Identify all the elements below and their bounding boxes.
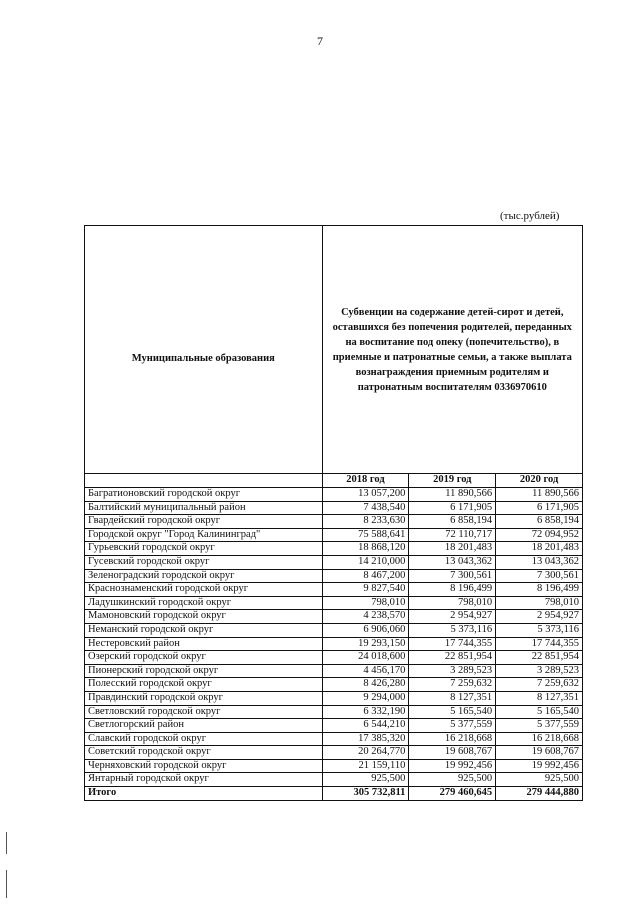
header-year-2020: 2020 год bbox=[496, 474, 583, 488]
value-2019: 5 165,540 bbox=[409, 705, 496, 719]
table-row bbox=[85, 705, 583, 719]
value-2019: 19 992,456 bbox=[409, 759, 496, 773]
value-2020: 2 954,927 bbox=[496, 610, 583, 624]
value-2019: 17 744,355 bbox=[409, 637, 496, 651]
value-2018: 4 456,170 bbox=[322, 664, 409, 678]
value-2018: 24 018,600 bbox=[322, 651, 409, 665]
value-2018: 6 332,190 bbox=[322, 705, 409, 719]
value-2019: 6 858,194 bbox=[409, 515, 496, 529]
value-2020: 22 851,954 bbox=[496, 651, 583, 665]
municipality-name: Ладушкинский городской округ bbox=[85, 596, 323, 610]
page-number: 7 bbox=[317, 34, 323, 48]
total-2020: 279 444,880 bbox=[496, 787, 583, 801]
municipality-name: Полесский городской округ bbox=[85, 678, 323, 692]
total-2018: 305 732,811 bbox=[322, 787, 409, 801]
value-2018: 14 210,000 bbox=[322, 555, 409, 569]
value-2018: 4 238,570 bbox=[322, 610, 409, 624]
value-2019: 7 300,561 bbox=[409, 569, 496, 583]
value-2018: 7 438,540 bbox=[322, 501, 409, 515]
total-row bbox=[85, 787, 583, 801]
municipality-name: Неманский городской округ bbox=[85, 623, 323, 637]
header-subvention: Субвенции на содержание детей-сирот и детей, оставшихся без попечения родителей, переданных на воспитание под опеку (попечительство), в приемные и патронатные семьи, а также выплата вознаграждения приемным родителям и патронатным воспитателям 0336970610 bbox=[322, 226, 582, 474]
table-row bbox=[85, 569, 583, 583]
value-2020: 798,010 bbox=[496, 596, 583, 610]
table-row bbox=[85, 732, 583, 746]
table-row bbox=[85, 488, 583, 502]
municipality-name: Светловский городской округ bbox=[85, 705, 323, 719]
value-2020: 6 171,905 bbox=[496, 501, 583, 515]
municipality-name: Славский городской округ bbox=[85, 732, 323, 746]
table-row bbox=[85, 610, 583, 624]
header-year-2019: 2019 год bbox=[409, 474, 496, 488]
value-2018: 8 467,200 bbox=[322, 569, 409, 583]
table-row bbox=[85, 664, 583, 678]
value-2020: 7 300,561 bbox=[496, 569, 583, 583]
table-row bbox=[85, 759, 583, 773]
value-2019: 16 218,668 bbox=[409, 732, 496, 746]
municipality-name: Зеленоградский городской округ bbox=[85, 569, 323, 583]
value-2019: 925,500 bbox=[409, 773, 496, 787]
municipality-name: Гурьевский городской округ bbox=[85, 542, 323, 556]
value-2018: 21 159,110 bbox=[322, 759, 409, 773]
value-2019: 22 851,954 bbox=[409, 651, 496, 665]
units-label: (тыс.рублей) bbox=[500, 210, 560, 222]
value-2019: 5 377,559 bbox=[409, 719, 496, 733]
value-2020: 13 043,362 bbox=[496, 555, 583, 569]
municipality-name: Гусевский городской округ bbox=[85, 555, 323, 569]
municipality-name: Мамоновский городской округ bbox=[85, 610, 323, 624]
value-2020: 8 196,499 bbox=[496, 583, 583, 597]
table-row bbox=[85, 555, 583, 569]
header-blank-cell bbox=[85, 474, 323, 488]
total-label: Итого bbox=[85, 787, 323, 801]
value-2020: 5 373,116 bbox=[496, 623, 583, 637]
value-2019: 11 890,566 bbox=[409, 488, 496, 502]
value-2020: 3 289,523 bbox=[496, 664, 583, 678]
municipality-name: Правдинский городской округ bbox=[85, 691, 323, 705]
value-2018: 8 233,630 bbox=[322, 515, 409, 529]
table-row bbox=[85, 583, 583, 597]
value-2020: 8 127,351 bbox=[496, 691, 583, 705]
value-2019: 19 608,767 bbox=[409, 746, 496, 760]
value-2018: 798,010 bbox=[322, 596, 409, 610]
municipality-name: Янтарный городской округ bbox=[85, 773, 323, 787]
value-2019: 5 373,116 bbox=[409, 623, 496, 637]
value-2018: 13 057,200 bbox=[322, 488, 409, 502]
value-2018: 6 906,060 bbox=[322, 623, 409, 637]
value-2020: 6 858,194 bbox=[496, 515, 583, 529]
table-row bbox=[85, 719, 583, 733]
total-2019: 279 460,645 bbox=[409, 787, 496, 801]
value-2019: 798,010 bbox=[409, 596, 496, 610]
table-row bbox=[85, 623, 583, 637]
value-2019: 8 196,499 bbox=[409, 583, 496, 597]
subvention-table bbox=[84, 225, 583, 801]
municipality-name: Нестеровский район bbox=[85, 637, 323, 651]
table-row bbox=[85, 501, 583, 515]
table-row bbox=[85, 637, 583, 651]
value-2018: 9 827,540 bbox=[322, 583, 409, 597]
municipality-name: Городской округ "Город Калининград" bbox=[85, 528, 323, 542]
table-row bbox=[85, 678, 583, 692]
value-2019: 13 043,362 bbox=[409, 555, 496, 569]
value-2020: 19 608,767 bbox=[496, 746, 583, 760]
table-row bbox=[85, 596, 583, 610]
header-year-2018: 2018 год bbox=[322, 474, 409, 488]
value-2019: 2 954,927 bbox=[409, 610, 496, 624]
value-2018: 8 426,280 bbox=[322, 678, 409, 692]
table-row bbox=[85, 515, 583, 529]
value-2019: 8 127,351 bbox=[409, 691, 496, 705]
municipality-name: Балтийский муниципальный район bbox=[85, 501, 323, 515]
municipality-name: Черняховский городской округ bbox=[85, 759, 323, 773]
margin-mark bbox=[6, 832, 7, 854]
table-row bbox=[85, 773, 583, 787]
value-2019: 3 289,523 bbox=[409, 664, 496, 678]
value-2020: 19 992,456 bbox=[496, 759, 583, 773]
margin-mark bbox=[6, 870, 7, 898]
value-2019: 6 171,905 bbox=[409, 501, 496, 515]
table-row bbox=[85, 528, 583, 542]
value-2020: 16 218,668 bbox=[496, 732, 583, 746]
municipality-name: Гвардейский городской округ bbox=[85, 515, 323, 529]
value-2020: 5 377,559 bbox=[496, 719, 583, 733]
value-2020: 5 165,540 bbox=[496, 705, 583, 719]
value-2020: 925,500 bbox=[496, 773, 583, 787]
municipality-name: Советский городской округ bbox=[85, 746, 323, 760]
header-municipalities: Муниципальные образования bbox=[85, 226, 323, 474]
value-2018: 925,500 bbox=[322, 773, 409, 787]
value-2020: 7 259,632 bbox=[496, 678, 583, 692]
value-2018: 6 544,210 bbox=[322, 719, 409, 733]
value-2018: 19 293,150 bbox=[322, 637, 409, 651]
value-2019: 7 259,632 bbox=[409, 678, 496, 692]
municipality-name: Пионерский городской округ bbox=[85, 664, 323, 678]
value-2018: 9 294,000 bbox=[322, 691, 409, 705]
value-2018: 75 588,641 bbox=[322, 528, 409, 542]
table-row bbox=[85, 691, 583, 705]
municipality-name: Светлогорский район bbox=[85, 719, 323, 733]
value-2019: 18 201,483 bbox=[409, 542, 496, 556]
table-row bbox=[85, 746, 583, 760]
table-row bbox=[85, 542, 583, 556]
table-row bbox=[85, 651, 583, 665]
municipality-name: Багратионовский городской округ bbox=[85, 488, 323, 502]
value-2018: 20 264,770 bbox=[322, 746, 409, 760]
value-2020: 18 201,483 bbox=[496, 542, 583, 556]
value-2018: 18 868,120 bbox=[322, 542, 409, 556]
value-2020: 11 890,566 bbox=[496, 488, 583, 502]
municipality-name: Озерский городской округ bbox=[85, 651, 323, 665]
value-2018: 17 385,320 bbox=[322, 732, 409, 746]
table-body bbox=[85, 488, 583, 787]
value-2020: 72 094,952 bbox=[496, 528, 583, 542]
value-2019: 72 110,717 bbox=[409, 528, 496, 542]
municipality-name: Краснознаменский городской округ bbox=[85, 583, 323, 597]
value-2020: 17 744,355 bbox=[496, 637, 583, 651]
